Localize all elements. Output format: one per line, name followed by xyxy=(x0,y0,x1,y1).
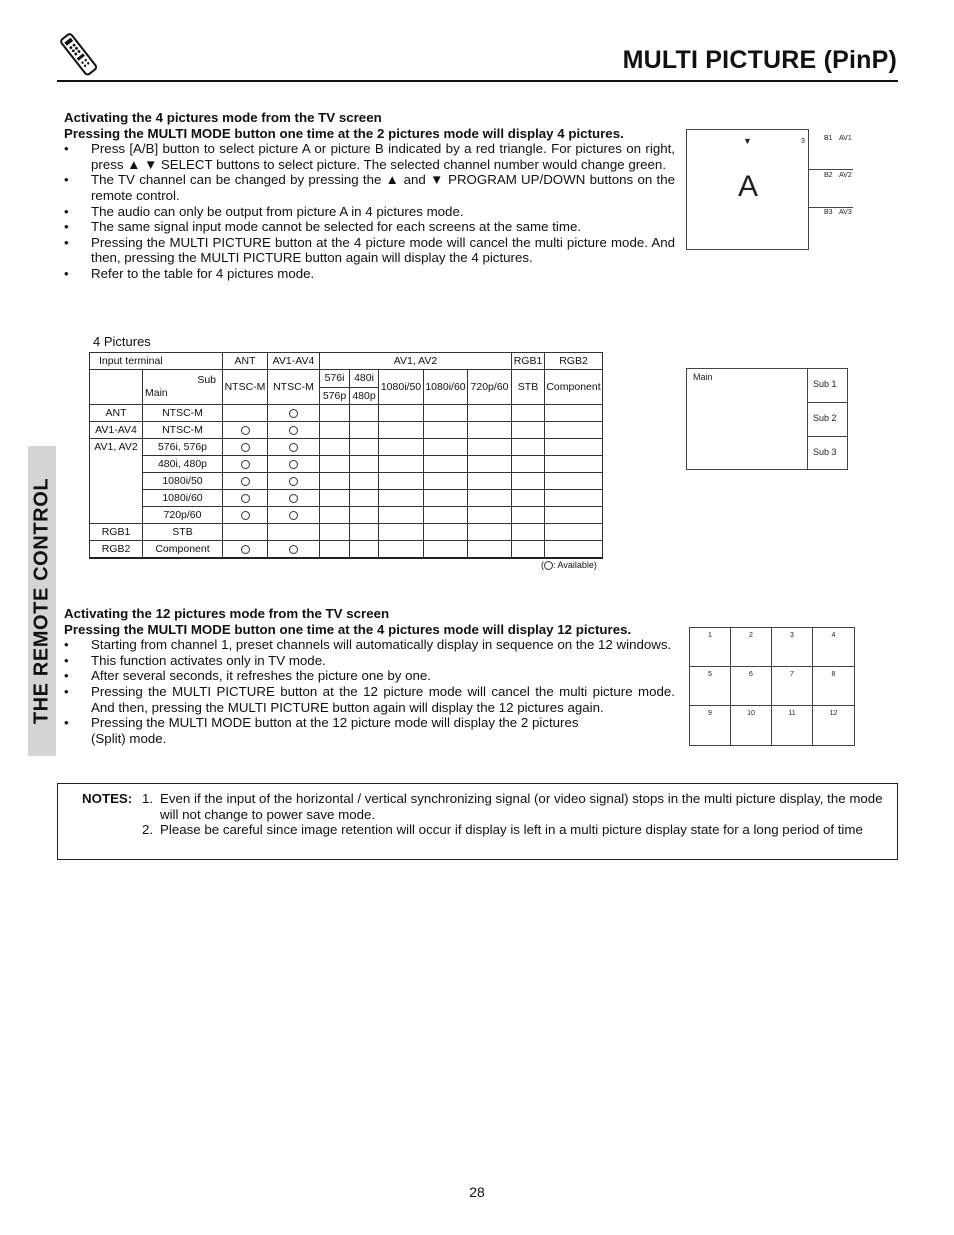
screen-main-subs-diagram xyxy=(686,368,848,470)
row-signal: 720p/60 xyxy=(143,507,223,524)
row-terminal: RGB2 xyxy=(90,541,143,559)
screen-12-pictures-diagram xyxy=(689,627,855,746)
divider xyxy=(808,207,853,208)
grid-cell-number: 5 xyxy=(708,671,712,678)
available-circle-icon xyxy=(241,426,250,435)
availability-cell xyxy=(223,541,268,559)
available-circle-icon xyxy=(241,511,250,520)
availability-cell xyxy=(268,405,320,422)
availability-cell xyxy=(545,490,603,507)
availability-cell xyxy=(424,473,468,490)
availability-cell xyxy=(424,439,468,456)
channel-number: 3 xyxy=(801,138,805,145)
availability-cell xyxy=(268,490,320,507)
row-terminal: AV1-AV4 xyxy=(90,422,143,439)
availability-cell xyxy=(350,456,379,473)
sub-input: AV3 xyxy=(839,209,852,216)
availability-cell xyxy=(512,439,545,456)
availability-cell xyxy=(424,524,468,541)
title-rule xyxy=(57,80,898,82)
availability-cell xyxy=(320,490,350,507)
note-text: Even if the input of the horizontal / vertical synchronizing signal (or video signal) stops in the multi picture display, the mode will not change to power save mode. xyxy=(160,791,883,822)
note-text: Please be careful since image retention will occur if display is left in a multi picture display state for a long period of time xyxy=(160,822,863,837)
column-group-header: RGB1 xyxy=(512,353,545,370)
grid-cell xyxy=(772,667,813,706)
availability-cell xyxy=(320,422,350,439)
grid-cell xyxy=(731,706,772,745)
bullet-list xyxy=(64,637,675,746)
availability-cell xyxy=(424,541,468,559)
section-12-pictures xyxy=(64,606,675,746)
availability-cell xyxy=(320,439,350,456)
sub-label: B1 xyxy=(824,135,833,142)
availability-cell xyxy=(223,473,268,490)
remote-control-icon xyxy=(57,30,101,78)
table-row xyxy=(90,405,603,422)
sub-label: B3 xyxy=(824,209,833,216)
divider xyxy=(807,436,847,437)
availability-cell xyxy=(268,439,320,456)
availability-cell xyxy=(545,439,603,456)
grid-cell-number: 11 xyxy=(788,710,796,717)
sub-input: AV1 xyxy=(839,135,852,142)
availability-cell xyxy=(545,524,603,541)
column-header: 1080i/50 xyxy=(379,370,424,405)
grid-cell xyxy=(690,706,731,745)
availability-cell xyxy=(223,422,268,439)
column-header: 576p xyxy=(320,387,350,405)
table-row xyxy=(90,456,603,473)
availability-cell xyxy=(468,439,512,456)
bullet-item: • Refer to the table for 4 pictures mode. xyxy=(64,266,675,282)
availability-cell xyxy=(545,422,603,439)
table-row xyxy=(90,507,603,524)
available-circle-icon xyxy=(241,545,250,554)
availability-cell xyxy=(350,405,379,422)
bullet-item: • This function activates only in TV mode. xyxy=(64,653,675,669)
availability-cell xyxy=(268,507,320,524)
divider xyxy=(808,169,853,170)
available-circle-icon xyxy=(241,494,250,503)
availability-cell xyxy=(545,405,603,422)
availability-cell xyxy=(379,456,424,473)
row-terminal: RGB1 xyxy=(90,524,143,541)
grid-cell-number: 10 xyxy=(747,710,755,717)
column-header: NTSC-M xyxy=(223,370,268,405)
availability-cell xyxy=(350,473,379,490)
table-row xyxy=(90,490,603,507)
availability-cell xyxy=(379,422,424,439)
grid-cell xyxy=(813,706,854,745)
bullet-item: • The audio can only be output from picture A in 4 pictures mode. xyxy=(64,204,675,220)
column-group-header: AV1-AV4 xyxy=(268,353,320,370)
availability-cell xyxy=(223,524,268,541)
grid-cell-number: 1 xyxy=(708,632,712,639)
available-circle-icon xyxy=(241,460,250,469)
row-terminal: ANT xyxy=(90,405,143,422)
grid-cell-number: 12 xyxy=(829,710,838,717)
legend-text: : Available) xyxy=(553,560,597,570)
grid-cell-number: 4 xyxy=(831,632,836,639)
table-row xyxy=(90,422,603,439)
red-triangle-icon: ▼ xyxy=(743,136,752,146)
row-signal: 1080i/60 xyxy=(143,490,223,507)
available-circle-icon xyxy=(289,409,298,418)
row-signal: NTSC-M xyxy=(143,422,223,439)
legend-open: ( xyxy=(541,560,544,570)
column-header: 480p xyxy=(350,387,379,405)
availability-cell xyxy=(545,507,603,524)
availability-cell xyxy=(424,422,468,439)
availability-cell xyxy=(350,541,379,559)
grid-cell-number: 2 xyxy=(749,632,753,639)
grid-cell-number: 7 xyxy=(790,671,794,678)
availability-cell xyxy=(468,456,512,473)
page-number: 28 xyxy=(469,1184,485,1200)
availability-cell xyxy=(512,422,545,439)
availability-cell xyxy=(512,507,545,524)
column-header: 1080i/60 xyxy=(424,370,468,405)
column-header: NTSC-M xyxy=(268,370,320,405)
availability-cell xyxy=(379,490,424,507)
available-circle-icon xyxy=(289,545,298,554)
availability-cell xyxy=(379,473,424,490)
availability-cell xyxy=(320,456,350,473)
bullet-item: • Starting from channel 1, preset channels will automatically display in sequence on the 12 windows. xyxy=(64,637,675,653)
column-group-header: RGB2 xyxy=(545,353,603,370)
availability-cell xyxy=(424,405,468,422)
grid-cell xyxy=(731,628,772,667)
column-group-header: AV1, AV2 xyxy=(320,353,512,370)
bullet-item: • Pressing the MULTI PICTURE button at the 12 picture mode will cancel the multi picture mode. And then, pressing the MULTI PICTURE button again will display the 12 pictures again. xyxy=(64,684,675,715)
note-number: 1. xyxy=(142,791,154,806)
corner-main-label: Main xyxy=(145,387,168,399)
availability-cell xyxy=(468,524,512,541)
sub-main-corner xyxy=(143,370,223,405)
grid-cell xyxy=(690,628,731,667)
availability-cell xyxy=(512,541,545,559)
table-row xyxy=(90,541,603,559)
availability-cell xyxy=(320,507,350,524)
section-heading: Activating the 4 pictures mode from the TV screen xyxy=(64,110,382,125)
availability-cell xyxy=(223,490,268,507)
availability-cell xyxy=(320,473,350,490)
section-subheading: Pressing the MULTI MODE button one time at the 2 pictures mode will display 4 pictures. xyxy=(64,125,624,141)
page-title: MULTI PICTURE (PinP) xyxy=(622,46,897,74)
availability-cell xyxy=(223,507,268,524)
availability-cell xyxy=(379,524,424,541)
column-header: 480i xyxy=(350,370,379,388)
availability-cell xyxy=(223,456,268,473)
available-circle-icon xyxy=(544,561,553,570)
availability-cell xyxy=(512,456,545,473)
main-label: Main xyxy=(693,372,713,382)
availability-cell xyxy=(424,490,468,507)
grid-cell xyxy=(772,628,813,667)
bullet-item: • Pressing the MULTI PICTURE button at the 4 picture mode will cancel the multi picture mode. And then, pressing the MULTI PICTURE button again will display the 4 pictures. xyxy=(64,235,675,266)
availability-cell xyxy=(379,405,424,422)
availability-cell xyxy=(350,490,379,507)
availability-cell xyxy=(379,541,424,559)
picture-a-letter: A xyxy=(738,170,759,203)
availability-cell xyxy=(424,507,468,524)
availability-cell xyxy=(512,473,545,490)
table-row xyxy=(90,439,603,456)
availability-cell xyxy=(320,524,350,541)
available-circle-icon xyxy=(241,443,250,452)
sub-label: Sub 3 xyxy=(813,447,837,457)
availability-cell xyxy=(350,507,379,524)
bullet-item: • Press [A/B] button to select picture A or picture B indicated by a red triangle. For pictures on right, press ▲ ▼ SELECT buttons to select picture. The selected channel number would change green. xyxy=(64,141,675,172)
four-pictures-table xyxy=(89,352,603,559)
available-circle-icon xyxy=(289,511,298,520)
grid-cell xyxy=(772,706,813,745)
side-tab-label: THE REMOTE CONTROL xyxy=(30,477,53,725)
grid-cell xyxy=(690,667,731,706)
section-heading: Activating the 12 pictures mode from the TV screen xyxy=(64,606,390,621)
availability-cell xyxy=(350,524,379,541)
availability-cell xyxy=(268,524,320,541)
availability-cell xyxy=(223,439,268,456)
availability-cell xyxy=(512,405,545,422)
availability-cell xyxy=(512,524,545,541)
availability-cell xyxy=(468,507,512,524)
row-signal: 480i, 480p xyxy=(143,456,223,473)
blank-corner xyxy=(90,370,143,405)
availability-cell xyxy=(350,422,379,439)
bullet-item: • The TV channel can be changed by pressing the ▲ and ▼ PROGRAM UP/DOWN buttons on the remote control. xyxy=(64,172,675,203)
availability-cell xyxy=(468,490,512,507)
availability-cell xyxy=(268,456,320,473)
available-circle-icon xyxy=(289,460,298,469)
grid-cell-number: 6 xyxy=(749,671,753,678)
column-header: 720p/60 xyxy=(468,370,512,405)
bullet-item: • The same signal input mode cannot be selected for each screens at the same time. xyxy=(64,219,675,235)
availability-cell xyxy=(468,405,512,422)
row-signal: 1080i/50 xyxy=(143,473,223,490)
notes-box xyxy=(57,783,898,860)
bullet-item: • After several seconds, it refreshes the picture one by one. xyxy=(64,668,675,684)
available-circle-icon xyxy=(241,477,250,486)
table-caption: 4 Pictures xyxy=(93,334,151,349)
bullet-list xyxy=(64,141,675,281)
sub-label: Sub 1 xyxy=(813,379,837,389)
column-header: STB xyxy=(512,370,545,405)
column-header: Component xyxy=(545,370,603,405)
column-group-header: ANT xyxy=(223,353,268,370)
sub-column xyxy=(808,129,853,250)
available-circle-icon xyxy=(289,477,298,486)
header-input-terminal: Input terminal xyxy=(90,353,223,370)
availability-cell xyxy=(320,405,350,422)
availability-cell xyxy=(268,473,320,490)
sub-label: B2 xyxy=(824,172,833,179)
availability-cell xyxy=(379,507,424,524)
row-signal: 576i, 576p xyxy=(143,439,223,456)
column-header: 576i xyxy=(320,370,350,388)
grid-cell-number: 3 xyxy=(790,632,794,639)
grid-cell-number: 9 xyxy=(708,710,712,717)
divider xyxy=(807,402,847,403)
availability-cell xyxy=(223,405,268,422)
availability-cell xyxy=(545,541,603,559)
availability-cell xyxy=(468,422,512,439)
row-terminal: AV1, AV2 xyxy=(90,439,143,524)
available-circle-icon xyxy=(289,443,298,452)
grid-cell xyxy=(731,667,772,706)
notes-label: NOTES: xyxy=(82,791,133,806)
grid-cell-number: 8 xyxy=(831,671,836,678)
available-circle-icon xyxy=(289,494,298,503)
availability-cell xyxy=(350,439,379,456)
availability-cell xyxy=(320,541,350,559)
table-row xyxy=(90,473,603,490)
row-signal: STB xyxy=(143,524,223,541)
availability-cell xyxy=(424,456,468,473)
availability-cell xyxy=(468,541,512,559)
bullet-item: • Pressing the MULTI MODE button at the 12 picture mode will display the 2 pictures (Split) mode. xyxy=(64,715,675,746)
grid-cell xyxy=(813,628,854,667)
availability-cell xyxy=(545,473,603,490)
corner-sub-label: Sub xyxy=(197,374,216,386)
sub-label: Sub 2 xyxy=(813,413,837,423)
row-signal: Component xyxy=(143,541,223,559)
availability-cell xyxy=(268,422,320,439)
screen-4-pictures-diagram xyxy=(686,129,853,250)
note-number: 2. xyxy=(142,822,154,837)
availability-cell xyxy=(545,456,603,473)
availability-cell xyxy=(512,490,545,507)
availability-cell xyxy=(268,541,320,559)
availability-cell xyxy=(468,473,512,490)
section-subheading: Pressing the MULTI MODE button one time at the 4 pictures mode will display 12 pictures. xyxy=(64,621,632,637)
grid-cell xyxy=(813,667,854,706)
table-row xyxy=(90,524,603,541)
divider xyxy=(807,369,808,469)
availability-cell xyxy=(379,439,424,456)
section-4-pictures xyxy=(64,110,675,282)
sub-input: AV2 xyxy=(839,172,852,179)
table-legend xyxy=(541,560,597,570)
row-signal: NTSC-M xyxy=(143,405,223,422)
available-circle-icon xyxy=(289,426,298,435)
